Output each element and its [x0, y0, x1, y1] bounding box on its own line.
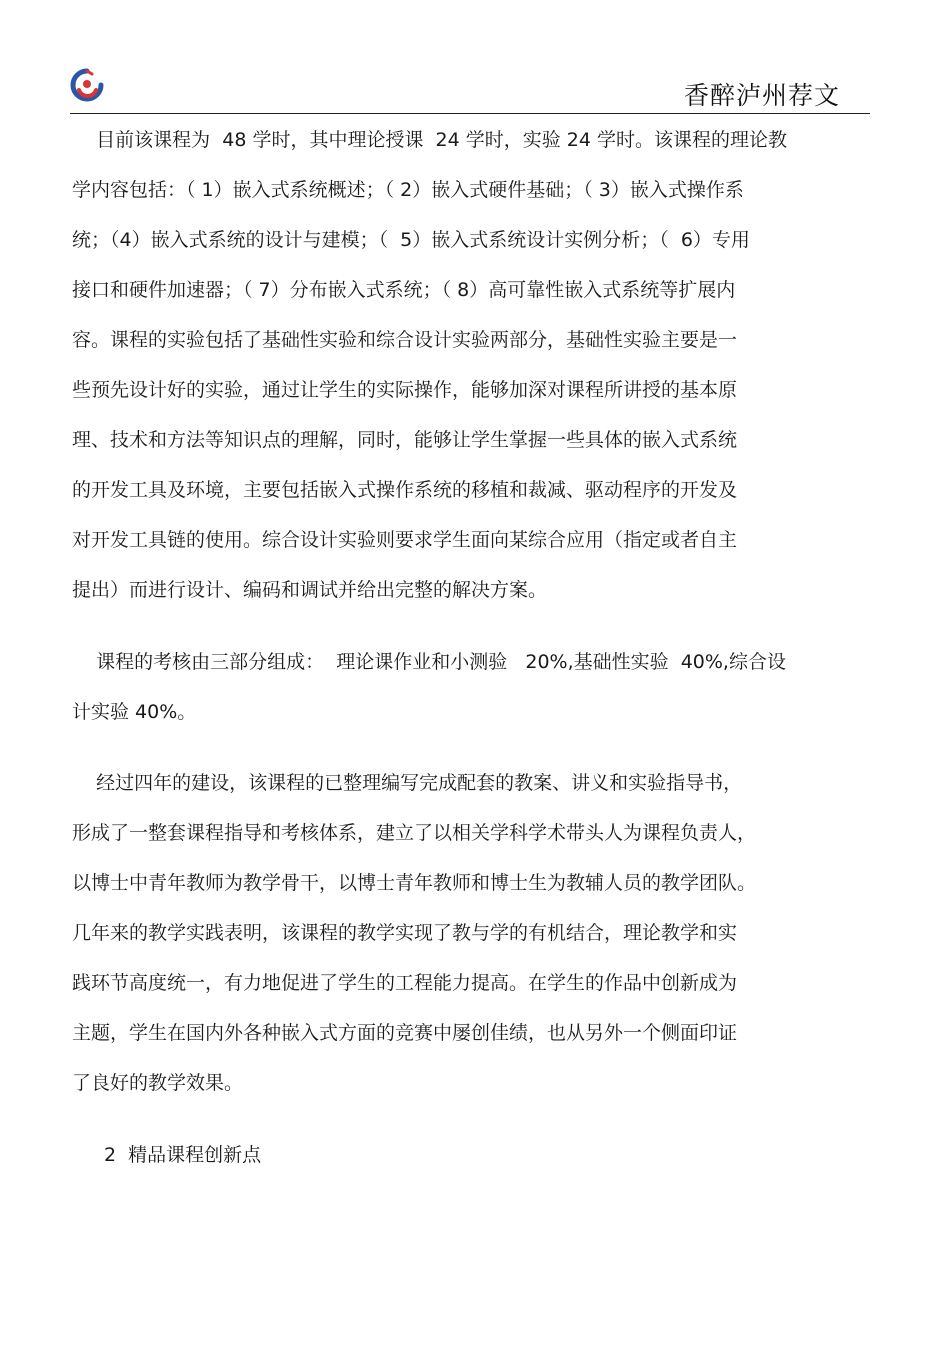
section-heading: 2 精品课程创新点	[104, 1144, 262, 1166]
page-header	[0, 0, 950, 120]
paragraph-line: 学内容包括：（ 1）嵌入式系统概述；（ 2）嵌入式硬件基础；（ 3）嵌入式操作系	[72, 179, 744, 201]
paragraph-line: 了良好的教学效果。	[72, 1072, 244, 1094]
paragraph-line: 提出）而进行设计、编码和调试并给出完整的解决方案。	[72, 579, 548, 601]
paragraph-line: 几年来的教学实践表明，该课程的教学实现了教与学的有机结合，理论教学和实	[72, 922, 738, 944]
paragraph-line: 课程的考核由三部分组成： 理论课作业和小测验 20%,基础性实验 40%,综合设	[72, 651, 786, 673]
paragraph-line: 容。课程的实验包括了基础性实验和综合设计实验两部分，基础性实验主要是一	[72, 329, 738, 351]
paragraph-line: 主题，学生在国内外各种嵌入式方面的竞赛中屡创佳绩，也从另外一个侧面印证	[72, 1022, 738, 1044]
header-divider	[70, 113, 870, 114]
paragraph-line: 计实验 40%。	[72, 701, 197, 723]
site-title: 香醉泸州荐文	[683, 81, 840, 110]
paragraph-line: 践环节高度统一，有力地促进了学生的工程能力提高。在学生的作品中创新成为	[72, 972, 738, 994]
paragraph-line: 些预先设计好的实验，通过让学生的实际操作，能够加深对课程所讲授的基本原	[72, 379, 738, 401]
paragraph-line: 目前该课程为 48 学时，其中理论授课 24 学时，实验 24 学时。该课程的理论教	[72, 129, 788, 151]
paragraph-line: 的开发工具及环境，主要包括嵌入式操作系统的移植和裁减、驱动程序的开发及	[72, 479, 738, 501]
paragraph-line: 理、技术和方法等知识点的理解，同时，能够让学生掌握一些具体的嵌入式系统	[72, 429, 738, 451]
paragraph-line: 形成了一整套课程指导和考核体系，建立了以相关学科学术带头人为课程负责人，	[72, 822, 757, 844]
paragraph-line: 以博士中青年教师为教学骨干，以博士青年教师和博士生为教辅人员的教学团队。	[72, 872, 757, 894]
paragraph-line: 对开发工具链的使用。综合设计实验则要求学生面向某综合应用（指定或者自主	[72, 529, 738, 551]
paragraph-line: 接口和硬件加速器；（ 7）分布嵌入式系统；（ 8）高可靠性嵌入式系统等扩展内	[72, 279, 736, 301]
logo-icon	[70, 68, 104, 104]
paragraph-line: 经过四年的建设，该课程的已整理编写完成配套的教案、讲义和实验指导书，	[72, 772, 743, 794]
paragraph-line: 统；（4）嵌入式系统的设计与建模；（ 5）嵌入式系统设计实例分析；（ 6）专用	[72, 229, 750, 251]
